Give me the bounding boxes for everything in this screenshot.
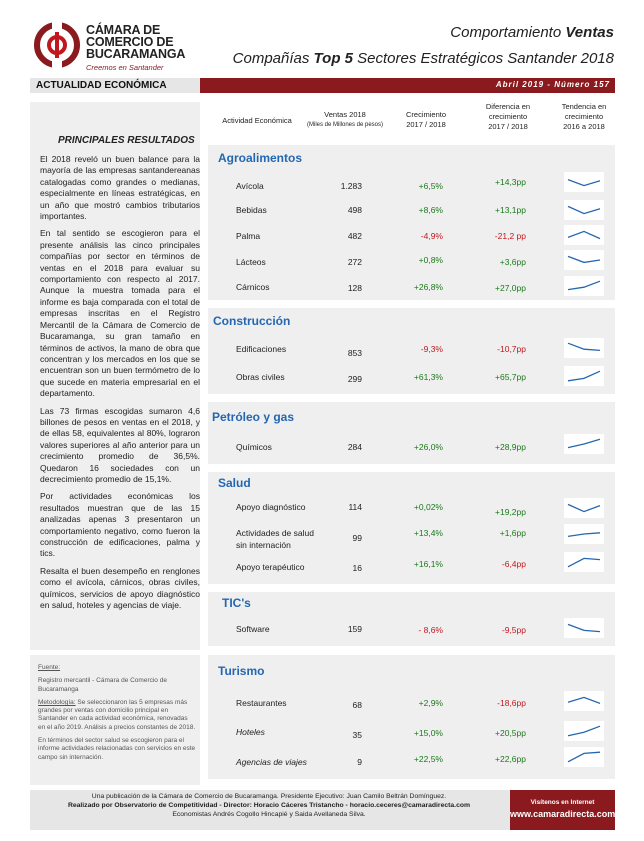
row-sales: 1.283: [340, 181, 362, 191]
row-name: Apoyo diagnóstico: [236, 502, 306, 512]
method-label: Metodología:: [38, 698, 76, 706]
row-sales: 128: [347, 283, 362, 293]
trend-sparkline: [564, 721, 604, 741]
paragraph: El 2018 reveló un buen balance para la mayoría de las empresas santandereanas catalogadas como grandes o medianas, especialmente en líneas estratégicas, en un año que mostró cambios tributarios importantes.: [40, 154, 200, 222]
sector-title: Agroalimentos: [218, 151, 303, 165]
row-name: Actividades de salud sin internación: [236, 528, 314, 550]
row-growth: +0,02%: [413, 502, 443, 512]
trend-sparkline: [564, 172, 604, 192]
row-sales: 35: [352, 730, 362, 740]
logo: [34, 20, 184, 72]
sparkline-path: [568, 533, 600, 537]
footer-credits: Una publicación de la Cámara de Comercio de Bucaramanga. Presidente Ejecutivo: Juan Camilo Beltrán Domínguez. Realizado por Observatorio de Competitividad - Director: Horacio Cáceres Tristancho - horacio.ceceres@camaradirecta.com Economistas Andrés Cogollo Hincapié y Saida Avellaneda Silva.: [67, 793, 471, 818]
row-growth: - 8,6%: [418, 625, 443, 635]
sector-agroalimentos: [208, 145, 615, 300]
row-name: Obras civiles: [236, 372, 285, 382]
row-name: Apoyo terapéutico: [236, 562, 305, 572]
trend-sparkline: [564, 552, 604, 572]
col-growth: Crecimiento 2017 / 2018: [405, 110, 446, 129]
method-text: Se seleccionaron las 5 empresas más grandes por ventas con domicilio principal en Santander en cada actividad económica, renovadas en el año 2019. Análisis a precios constantes de 2018.: [38, 698, 196, 731]
sparkline-path: [568, 180, 600, 186]
trend-sparkline: [564, 250, 604, 270]
row-name: Hoteles: [236, 727, 265, 737]
trend-sparkline: [564, 434, 604, 454]
row-sales: 9: [357, 757, 362, 767]
row-growth: +13,4%: [413, 528, 443, 538]
sparkline-path: [568, 281, 600, 289]
trend-sparkline: [564, 338, 604, 358]
row-sales: 498: [347, 205, 362, 215]
website-box[interactable]: [510, 790, 615, 830]
row-diff: +13,1pp: [495, 205, 526, 215]
results-body: [40, 154, 200, 617]
sector-tics: [208, 592, 615, 646]
sector-title: Petróleo y gas: [212, 410, 295, 424]
row-sales: 99: [352, 533, 362, 543]
row-growth: +26,8%: [413, 282, 443, 292]
website-link[interactable]: www.camaradirecta.com: [510, 809, 616, 819]
section-label: ACTUALIDAD ECONÓMICA: [30, 78, 200, 93]
trend-sparkline: [564, 524, 604, 544]
sparkline-path: [568, 558, 600, 566]
row-sales: 68: [352, 700, 362, 710]
row-growth: +61,3%: [413, 372, 443, 382]
source-text: Registro mercantil - Cámara de Comercio de Bucaramanga: [38, 677, 167, 693]
results-title: PRINCIPALES RESULTADOS: [58, 135, 195, 146]
trend-sparkline: [564, 225, 604, 245]
trend-sparkline: [564, 691, 604, 711]
row-diff: +65,7pp: [495, 372, 526, 382]
row-name: Edificaciones: [236, 344, 287, 354]
row-growth: +8,6%: [418, 205, 443, 215]
row-diff: -10,7pp: [497, 344, 526, 354]
sparkline-path: [568, 371, 600, 381]
row-sales: 16: [352, 563, 362, 573]
row-diff: +19,2pp: [495, 507, 526, 517]
logo-text: CÁMARA DE COMERCIO DE BUCARAMANGA: [86, 23, 186, 61]
sparkline-path: [568, 752, 600, 762]
sparkline-path: [568, 726, 600, 736]
paragraph: En tal sentido se escogieron para el presente análisis las cinco principales compañías por sector en términos de ventas en el 2018 para evaluar su comportamiento con respecto al 2017. Aunque la muestra tomada para el informe es baja comparada con el total de empresas inscritas en el Registro Mercantil de la Cámara de Comercio de Bucaramanga, su gran tamaño en términos de activos, la mano de obra que concentran y los mercados en los que se encuentran son un buen termómetro de lo que sucede en materia empresarial en el departamento.: [40, 228, 200, 399]
row-diff: -18,6pp: [497, 698, 526, 708]
row-diff: +14,3pp: [495, 177, 526, 187]
row-name: Software: [236, 624, 270, 634]
row-sales: 299: [347, 374, 362, 384]
row-diff: +28,9pp: [495, 442, 526, 452]
row-sales: 159: [347, 624, 362, 634]
trend-sparkline: [564, 366, 604, 386]
row-sales: 284: [347, 442, 362, 452]
row-diff: -9,5pp: [501, 625, 526, 635]
row-name: Restaurantes: [236, 698, 287, 708]
paragraph: Por actividades económicas los resultados muestran que de las 15 analizadas apenas 3 presentaron un comportamiento negativo, como fueron la construcción de edificaciones, palma y tics.: [40, 491, 200, 559]
trend-sparkline: [564, 498, 604, 518]
row-diff: +1,6pp: [499, 528, 526, 538]
row-growth: -4,9%: [420, 231, 443, 241]
logo-mark-icon: [34, 22, 80, 68]
row-growth: +26,0%: [413, 442, 443, 452]
row-name: Avícola: [236, 181, 264, 191]
col-diff: Diferencia en crecimiento 2017 / 2018: [485, 102, 531, 131]
row-diff: +22,6pp: [495, 754, 526, 764]
sector-title: Construcción: [213, 314, 291, 328]
row-diff: -6,4pp: [501, 559, 526, 569]
sparkline-path: [568, 343, 600, 350]
row-sales: 853: [347, 348, 362, 358]
trend-sparkline: [564, 618, 604, 638]
col-sales: Ventas 2018 (Miles de Millones de pesos): [306, 110, 384, 128]
page-title: Comportamiento Ventas: [450, 24, 614, 41]
paragraph: Las 73 firmas escogidas sumaron 4,6 billones de pesos en ventas en el 2018, y de ellas 58, equivalentes al 80%, lograron valores superiores al año anterior para un crecimiento promedio de 36,5%. Quedaron 16 sociedades con un decrecimiento promedio de 15,1%.: [40, 405, 200, 484]
sparkline-path: [568, 439, 600, 447]
row-name: Lácteos: [236, 257, 266, 267]
issue-label: Abril 2019 - Número 157: [495, 80, 610, 89]
paragraph: Resalta el buen desempeño en renglones como el avícola, cárnicos, obras civiles, químicos, servicios de apoyo diagnóstico en salud, hoteles y agencias de viaje.: [40, 565, 200, 611]
sparkline-path: [568, 624, 600, 631]
row-growth: +0,8%: [418, 255, 443, 265]
col-activity: Actividad Económica: [222, 116, 292, 125]
sparkline-path: [568, 206, 600, 213]
sector-title: Salud: [218, 476, 251, 490]
source-label: Fuente:: [38, 664, 61, 671]
row-growth: +22,5%: [413, 754, 443, 764]
sparkline-path: [568, 256, 600, 262]
row-growth: +16,1%: [413, 559, 443, 569]
notes-body: [38, 664, 196, 767]
row-sales: 272: [347, 257, 362, 267]
row-growth: +2,9%: [418, 698, 443, 708]
website-caption: Visítenos en Internet: [530, 799, 595, 806]
health-note: En términos del sector salud se escogieron para el informe actividades relacionadas con servicios en este campo sin internación.: [38, 737, 196, 761]
row-sales: 482: [347, 231, 362, 241]
row-diff: +27,0pp: [495, 283, 526, 293]
trend-sparkline: [564, 747, 604, 767]
sector-title: Turismo: [218, 664, 265, 678]
row-growth: -9,3%: [420, 344, 443, 354]
row-name: Bebidas: [236, 205, 267, 215]
row-growth: +15,0%: [413, 728, 443, 738]
trend-sparkline: [564, 200, 604, 220]
row-diff: +20,5pp: [495, 728, 526, 738]
row-growth: +6,5%: [418, 181, 443, 191]
row-diff: +3,6pp: [499, 257, 526, 267]
row-diff: -21,2 pp: [494, 231, 526, 241]
row-name: Cárnicos: [236, 282, 270, 292]
row-name: Agencias de viajes: [236, 757, 307, 767]
row-sales: 114: [348, 502, 362, 512]
sparkline-path: [568, 697, 600, 703]
logo-tagline: Creemos en Santander: [86, 63, 164, 72]
row-name: Químicos: [236, 442, 272, 452]
page-subtitle: Compañías Top 5 Sectores Estratégicos Santander 2018: [232, 50, 614, 67]
sector-title: TIC's: [222, 596, 251, 610]
sparkline-path: [568, 504, 600, 511]
trend-sparkline: [564, 276, 604, 296]
row-name: Palma: [236, 231, 261, 241]
col-trend: Tendencia en crecimiento 2016 a 2018: [561, 102, 607, 131]
sparkline-path: [568, 231, 600, 238]
